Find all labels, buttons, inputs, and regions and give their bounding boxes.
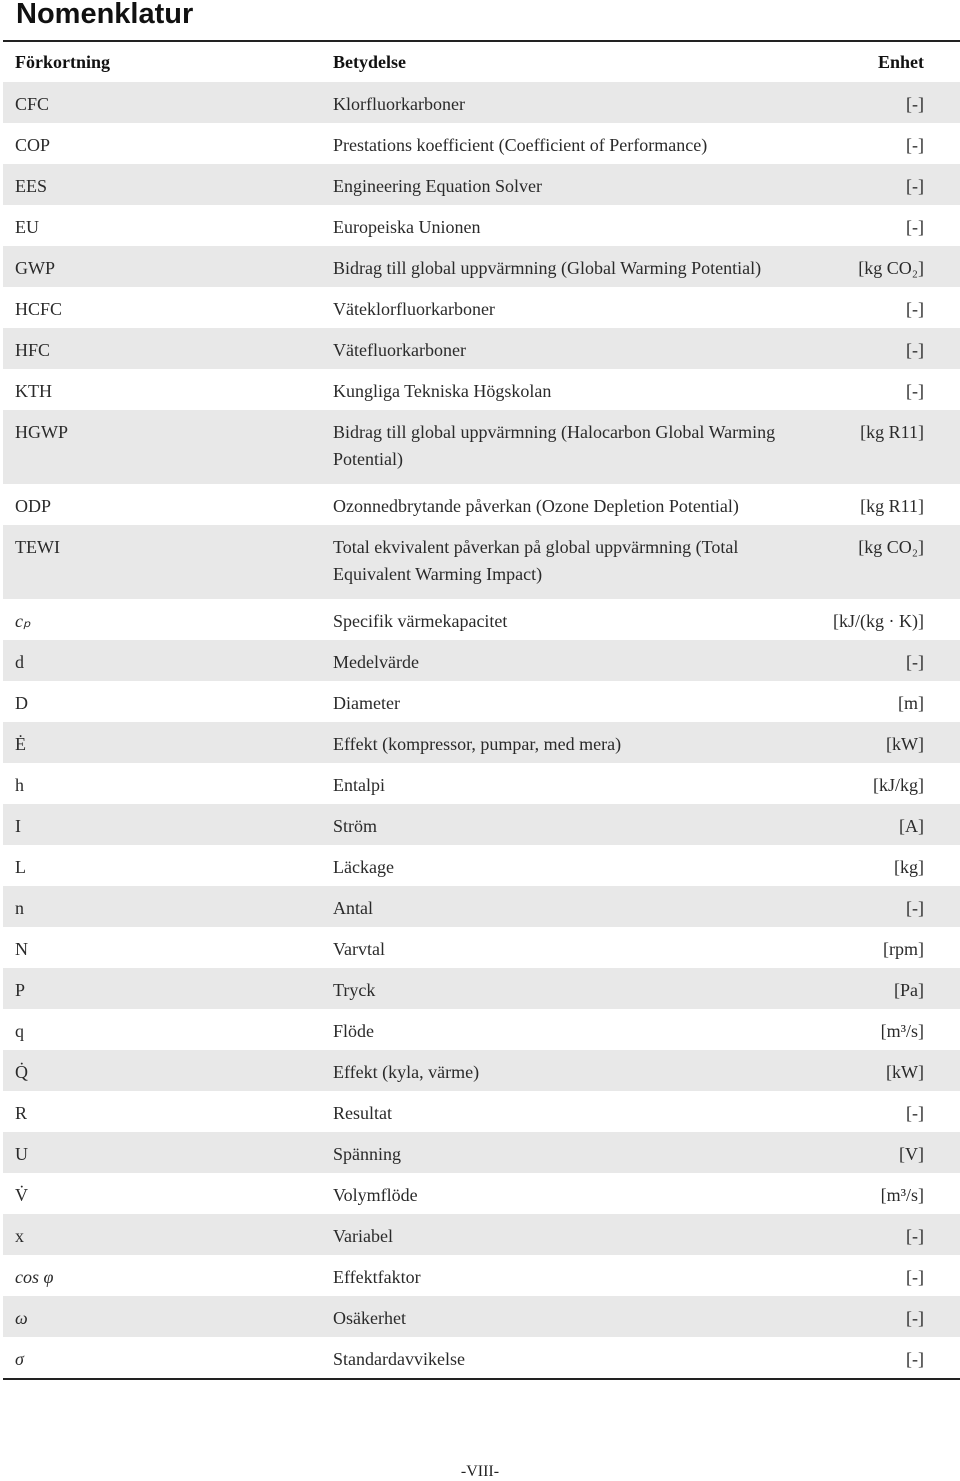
table-header-row — [3, 42, 960, 82]
row-meaning: Variabel — [333, 1226, 393, 1246]
row-abbrev: P — [15, 980, 26, 1000]
row-unit: [m³/s] — [880, 1021, 924, 1041]
row-meaning: Entalpi — [333, 775, 385, 795]
row-unit: [-] — [906, 299, 924, 319]
page-number: -VIII- — [460, 1463, 500, 1480]
row-unit: [A] — [899, 816, 924, 836]
row-unit: [kg CO₂] — [858, 537, 924, 557]
table-row — [3, 123, 960, 164]
table-row — [3, 1132, 960, 1173]
row-meaning: Total ekvivalent påverkan på global uppvärmning (Total Equivalent Warming Impact) — [333, 537, 739, 584]
row-unit: [Pa] — [894, 980, 924, 1000]
row-abbrev: R — [15, 1103, 28, 1123]
table-row — [3, 1337, 960, 1378]
row-unit: [kJ/(kg · K)] — [833, 611, 924, 631]
header-meaning: Betydelse — [333, 52, 406, 72]
row-unit: [-] — [906, 1226, 924, 1246]
table-row — [3, 369, 960, 410]
table-row — [3, 640, 960, 681]
row-abbrev: x — [15, 1226, 24, 1246]
row-abbrev: cₚ — [15, 611, 31, 631]
row-meaning: Engineering Equation Solver — [333, 176, 542, 196]
table-row — [3, 845, 960, 886]
row-abbrev: HCFC — [15, 299, 63, 319]
row-meaning: Läckage — [333, 857, 394, 877]
row-meaning: Bidrag till global uppvärmning (Halocarbon Global Warming Potential) — [333, 422, 776, 469]
row-meaning: Osäkerhet — [333, 1308, 406, 1328]
table-row — [3, 599, 960, 640]
row-abbrev: N — [15, 939, 28, 959]
row-abbrev: D — [15, 693, 28, 713]
table-row — [3, 205, 960, 246]
table-row — [3, 1173, 960, 1214]
row-meaning: Ström — [333, 816, 378, 836]
row-meaning: Bidrag till global uppvärmning (Global Warming Potential) — [333, 258, 762, 278]
row-abbrev: GWP — [15, 258, 55, 278]
row-unit: [rpm] — [883, 939, 924, 959]
row-abbrev: σ — [15, 1349, 24, 1369]
header-unit: Enhet — [877, 52, 924, 72]
row-unit: [-] — [906, 135, 924, 155]
row-abbrev: n — [15, 898, 24, 918]
row-unit: [-] — [906, 381, 924, 401]
row-unit: [kg] — [894, 857, 924, 877]
row-unit: [-] — [906, 898, 924, 918]
row-meaning: Flöde — [333, 1021, 375, 1041]
row-meaning: Klorfluorkarboner — [333, 94, 465, 114]
row-unit: [-] — [906, 176, 924, 196]
row-meaning: Resultat — [333, 1103, 392, 1123]
table-bottom-rule — [3, 1378, 960, 1380]
table-row — [3, 525, 960, 599]
table-row — [3, 484, 960, 525]
table-row — [3, 287, 960, 328]
row-meaning: Ozonnedbrytande påverkan (Ozone Depletion Potential) — [333, 496, 739, 516]
table-row — [3, 927, 960, 968]
row-abbrev: KTH — [15, 381, 52, 401]
row-abbrev: ω — [15, 1308, 28, 1328]
row-abbrev: I — [15, 816, 21, 836]
table-row — [3, 804, 960, 845]
row-unit: [kW] — [886, 1062, 924, 1082]
row-meaning: Antal — [333, 898, 373, 918]
row-meaning: Prestations koefficient (Coefficient of Performance) — [333, 135, 708, 155]
row-abbrev: cos φ — [15, 1267, 54, 1287]
row-unit: [V] — [899, 1144, 924, 1164]
row-unit: [-] — [906, 217, 924, 237]
row-abbrev: h — [15, 775, 24, 795]
row-abbrev: TEWI — [15, 537, 60, 557]
table-row — [3, 763, 960, 804]
table-row — [3, 1255, 960, 1296]
table-row — [3, 722, 960, 763]
row-unit: [-] — [906, 1267, 924, 1287]
row-meaning: Varvtal — [333, 939, 385, 959]
row-meaning: Europeiska Unionen — [333, 217, 481, 237]
row-meaning: Effekt (kompressor, pumpar, med mera) — [333, 734, 622, 754]
table-row — [3, 164, 960, 205]
table-row — [3, 1009, 960, 1050]
row-meaning: Kungliga Tekniska Högskolan — [333, 381, 552, 401]
row-unit: [-] — [906, 1103, 924, 1123]
row-meaning: Effekt (kyla, värme) — [333, 1062, 480, 1082]
row-meaning: Effektfaktor — [333, 1267, 421, 1287]
row-unit: [-] — [906, 652, 924, 672]
row-meaning: Tryck — [333, 980, 376, 1000]
row-abbrev: HGWP — [15, 422, 68, 442]
row-meaning: Volymflöde — [333, 1185, 418, 1205]
row-meaning: Vätefluorkarboner — [333, 340, 466, 360]
table-row — [3, 1091, 960, 1132]
row-unit: [-] — [906, 340, 924, 360]
row-abbrev: EES — [15, 176, 48, 196]
row-meaning: Medelvärde — [333, 652, 419, 672]
nomenclature-table — [3, 40, 960, 1380]
row-abbrev: L — [15, 857, 26, 877]
table-row — [3, 328, 960, 369]
row-abbrev: Q̇ — [15, 1062, 28, 1082]
row-unit: [-] — [906, 1308, 924, 1328]
row-unit: [-] — [906, 1349, 924, 1369]
row-meaning: Väteklorfluorkarboner — [333, 299, 495, 319]
row-unit: [kg CO₂] — [858, 258, 924, 278]
table-row — [3, 681, 960, 722]
row-abbrev: q — [15, 1021, 24, 1041]
row-abbrev: CFC — [15, 94, 50, 114]
row-meaning: Standardavvikelse — [333, 1349, 465, 1369]
row-meaning: Specifik värmekapacitet — [333, 611, 508, 631]
row-abbrev: d — [15, 652, 24, 672]
row-unit: [m] — [898, 693, 924, 713]
table-row — [3, 82, 960, 123]
row-unit: [kW] — [886, 734, 924, 754]
row-abbrev: HFC — [15, 340, 51, 360]
table-row — [3, 410, 960, 484]
row-abbrev: V̇ — [15, 1185, 28, 1205]
row-unit: [m³/s] — [880, 1185, 924, 1205]
row-abbrev: EU — [15, 217, 39, 237]
row-abbrev: U — [15, 1144, 28, 1164]
table-row — [3, 1214, 960, 1255]
row-unit: [kg R11] — [860, 496, 924, 516]
table-row — [3, 246, 960, 287]
header-abbrev: Förkortning — [15, 52, 111, 72]
row-meaning: Spänning — [333, 1144, 402, 1164]
row-abbrev: ODP — [15, 496, 52, 516]
row-abbrev: Ė — [15, 734, 26, 754]
row-unit: [-] — [906, 94, 924, 114]
table-row — [3, 968, 960, 1009]
table-row — [3, 886, 960, 927]
row-unit: [kg R11] — [860, 422, 924, 442]
row-abbrev: COP — [15, 135, 51, 155]
row-unit: [kJ/kg] — [873, 775, 924, 795]
row-meaning: Diameter — [333, 693, 400, 713]
table-row — [3, 1296, 960, 1337]
page-title: Nomenklatur — [16, 0, 194, 30]
table-row — [3, 1050, 960, 1091]
table-body — [3, 82, 960, 1378]
